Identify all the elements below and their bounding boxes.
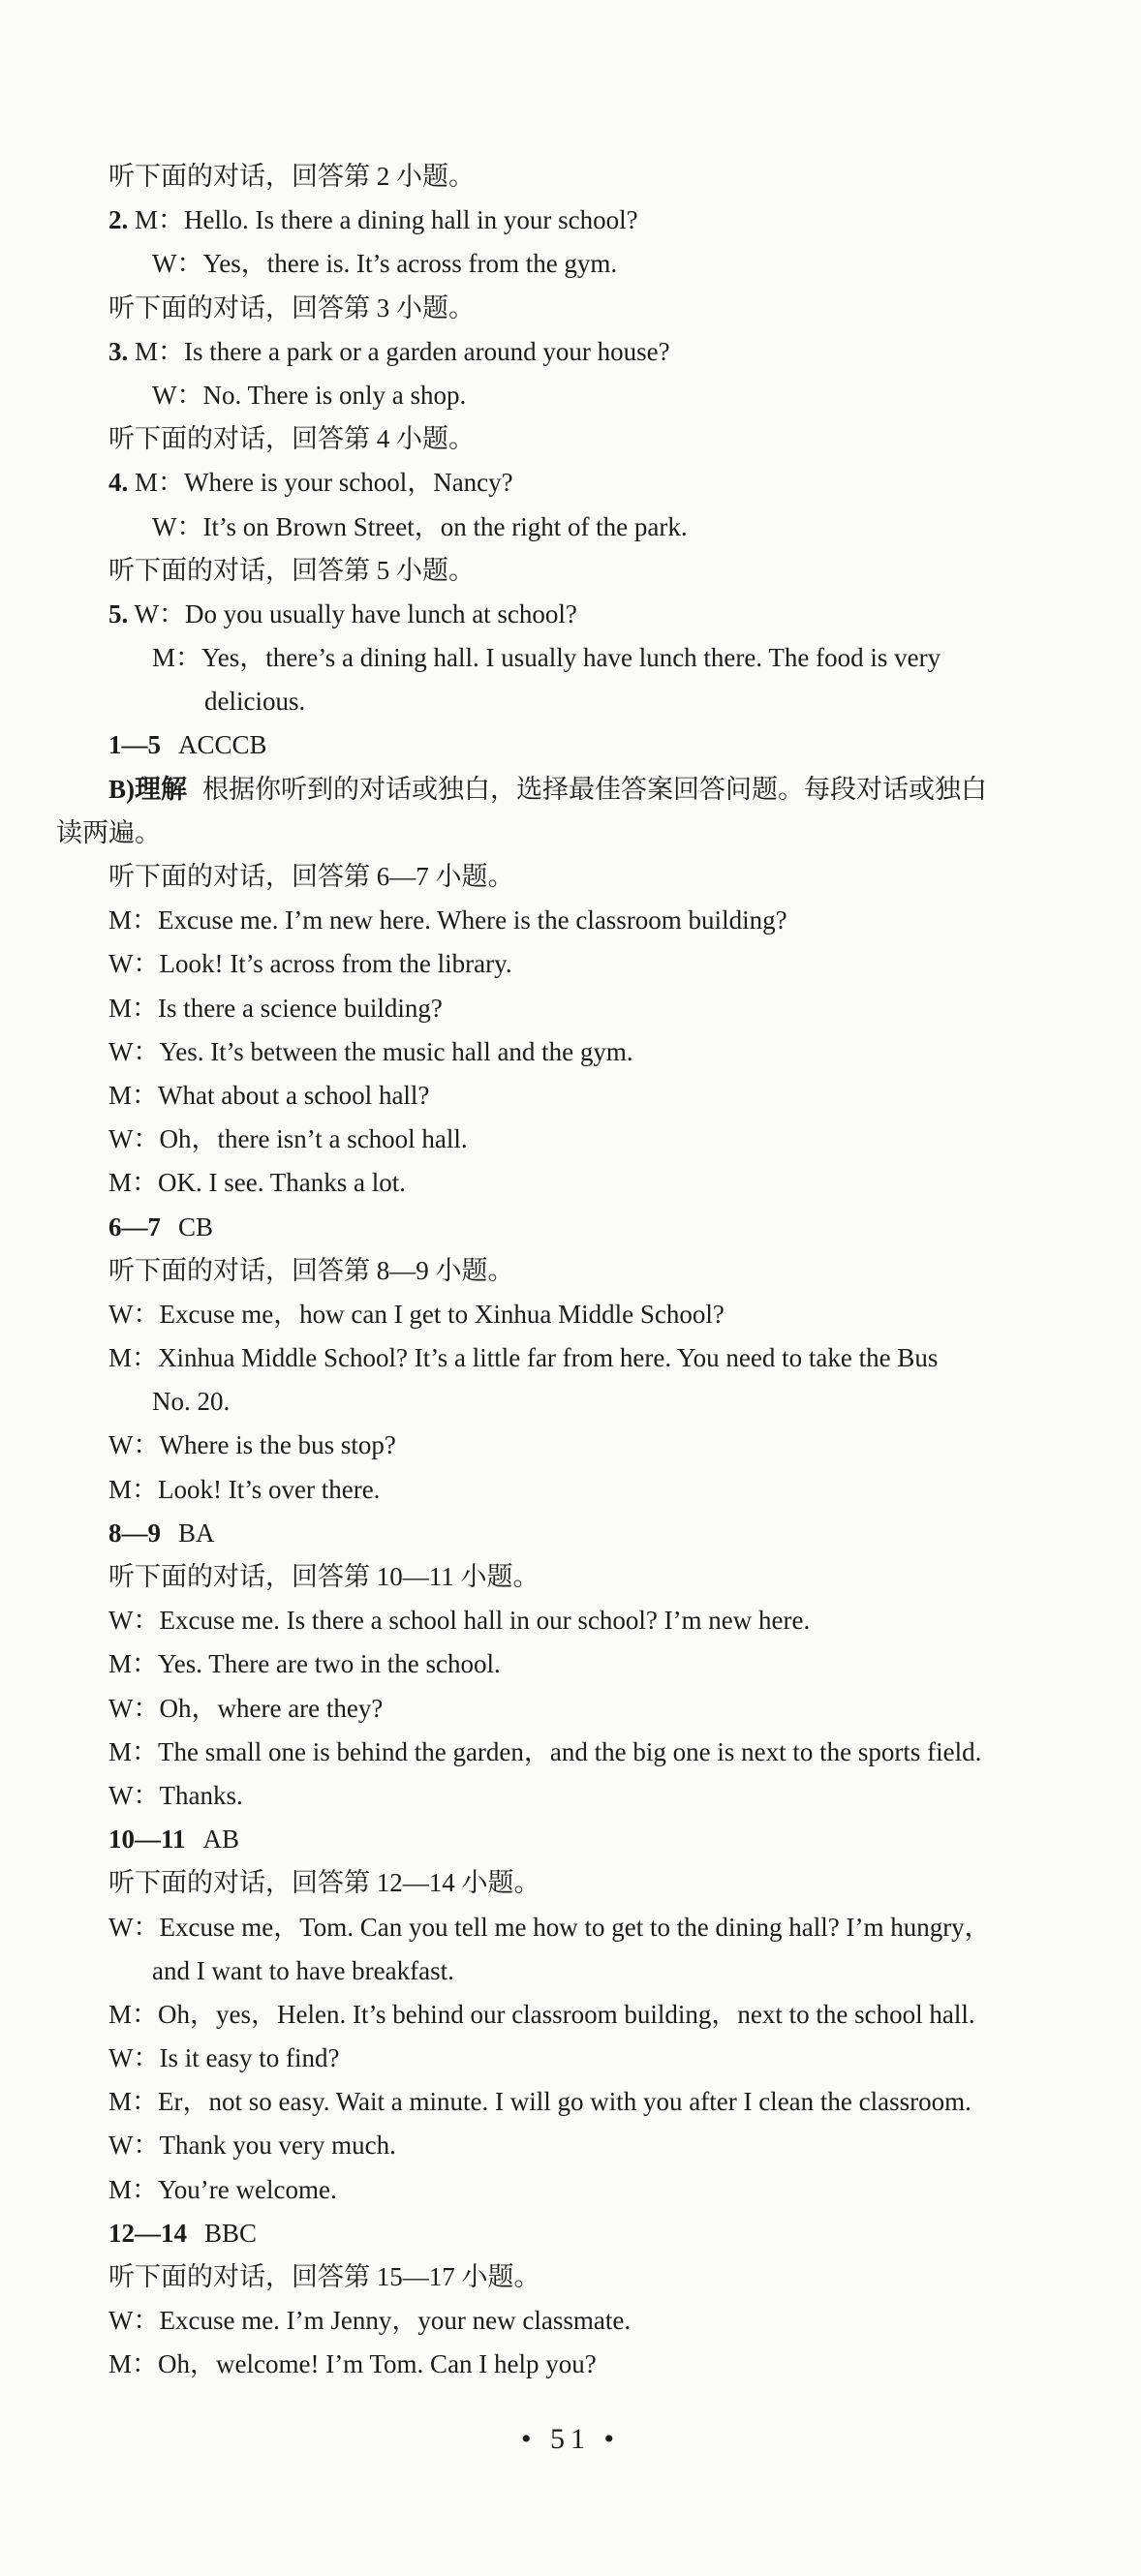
line-text: W：Yes，there is. It’s across from the gym. bbox=[152, 249, 618, 279]
answer-range: 10—11 bbox=[108, 1825, 186, 1855]
line-text: W：Is it easy to find? bbox=[108, 2043, 340, 2073]
line-text: W：Oh，where are they? bbox=[108, 1693, 384, 1723]
line-text: W：Do you usually have lunch at school? bbox=[128, 598, 577, 629]
line-text: M：Er，not so easy. Wait a minute. I will go with you after I clean the classroom. bbox=[108, 2087, 971, 2117]
line-text: No. 20. bbox=[152, 1387, 231, 1417]
line-text: 听下面的对话，回答第 3 小题。 bbox=[108, 292, 475, 322]
dialogue-continuation-line bbox=[0, 680, 1141, 723]
line-text: W：Excuse me，how can I get to Xinhua Middle School? bbox=[108, 1299, 725, 1329]
line-text: W：Look! It’s across from the library. bbox=[108, 949, 512, 979]
dialogue-line bbox=[0, 1118, 1141, 1161]
line-text: M：Xinhua Middle School? It’s a little far from here. You need to take the Bus bbox=[108, 1343, 939, 1373]
dialogue-line bbox=[0, 942, 1141, 986]
dialogue-line bbox=[0, 2080, 1141, 2124]
answer-range: 6—7 bbox=[108, 1211, 161, 1242]
dialogue-line bbox=[0, 1030, 1141, 1074]
line-text: M：Hello. Is there a dining hall in your school? bbox=[128, 205, 638, 235]
line-text: 听下面的对话，回答第 12—14 小题。 bbox=[108, 1868, 540, 1898]
line-text: 听下面的对话，回答第 8—9 小题。 bbox=[108, 1255, 514, 1285]
question-intro-line bbox=[0, 2255, 1141, 2299]
question-number: 4. bbox=[108, 468, 129, 498]
line-text: 听下面的对话，回答第 2 小题。 bbox=[108, 162, 475, 191]
dialogue-line bbox=[0, 2124, 1141, 2167]
dialogue-line bbox=[0, 1993, 1141, 2037]
dialogue-line bbox=[0, 636, 1141, 680]
line-text: M：Yes，there’s a dining hall. I usually have lunch there. The food is very bbox=[152, 643, 941, 673]
section-heading-line bbox=[0, 768, 1141, 812]
line-text: M：The small one is behind the garden，and the big one is next to the sports field. bbox=[108, 1736, 982, 1766]
question-intro-line bbox=[0, 1555, 1141, 1599]
dialogue-line bbox=[0, 1336, 1141, 1380]
dialogue-line bbox=[0, 1642, 1141, 1686]
line-text: M：OK. I see. Thanks a lot. bbox=[108, 1168, 406, 1198]
dialogue-line bbox=[0, 1074, 1141, 1118]
answer-key: CB bbox=[178, 1211, 214, 1242]
dialogue-line bbox=[0, 506, 1141, 549]
question-line bbox=[0, 593, 1141, 636]
question-intro-line bbox=[0, 1249, 1141, 1293]
dialogue-line bbox=[0, 1161, 1141, 1205]
line-text: 听下面的对话，回答第 4 小题。 bbox=[108, 424, 475, 454]
dialogue-line bbox=[0, 1731, 1141, 1774]
question-number: 3. bbox=[108, 336, 129, 366]
dialogue-line bbox=[0, 899, 1141, 942]
section-label: B)理解 bbox=[108, 774, 187, 804]
line-text: W：Thank you very much. bbox=[108, 2131, 396, 2161]
answer-text-body bbox=[0, 155, 1141, 2387]
dialogue-line bbox=[0, 2168, 1141, 2212]
answer-key: BBC bbox=[204, 2218, 258, 2248]
answer-key: AB bbox=[202, 1825, 240, 1855]
question-line bbox=[0, 199, 1141, 242]
dialogue-line bbox=[0, 2299, 1141, 2343]
dialogue-line bbox=[0, 242, 1141, 286]
question-number: 2. bbox=[108, 205, 129, 235]
dialogue-line bbox=[0, 1687, 1141, 1731]
dialogue-line bbox=[0, 374, 1141, 417]
line-text: delicious. bbox=[204, 687, 306, 717]
line-text: W：Excuse me. I’m Jenny，your new classmate. bbox=[108, 2306, 632, 2336]
line-text: 听下面的对话，回答第 5 小题。 bbox=[108, 555, 475, 585]
dialogue-line bbox=[0, 1906, 1141, 1949]
line-text: M：Yes. There are two in the school. bbox=[108, 1649, 501, 1679]
question-intro-line bbox=[0, 155, 1141, 199]
answer-line bbox=[0, 1512, 1141, 1555]
dialogue-line bbox=[0, 987, 1141, 1030]
question-number: 5. bbox=[108, 598, 129, 629]
line-text: 听下面的对话，回答第 10—11 小题。 bbox=[108, 1562, 540, 1591]
line-text: 读两遍。 bbox=[56, 817, 161, 847]
dialogue-line bbox=[0, 1468, 1141, 1512]
line-text: M：Look! It’s over there. bbox=[108, 1474, 381, 1504]
line-text: W：Yes. It’s between the music hall and the gym. bbox=[108, 1036, 633, 1066]
dialogue-line bbox=[0, 2343, 1141, 2386]
line-text: W：It’s on Brown Street，on the right of the park. bbox=[152, 511, 688, 541]
dialogue-continuation-line bbox=[0, 1949, 1141, 1993]
line-text: M：Excuse me. I’m new here. Where is the classroom building? bbox=[108, 905, 787, 935]
line-text: 听下面的对话，回答第 6—7 小题。 bbox=[108, 862, 514, 891]
answer-line bbox=[0, 1206, 1141, 1249]
line-text: M：You’re welcome. bbox=[108, 2174, 337, 2204]
answer-line bbox=[0, 2212, 1141, 2255]
answer-key: BA bbox=[178, 1518, 215, 1548]
question-intro-line bbox=[0, 417, 1141, 461]
dialogue-line bbox=[0, 2037, 1141, 2080]
line-text: 根据你听到的对话或独白，选择最佳答案回答问题。每段对话或独白 bbox=[202, 774, 987, 804]
question-intro-line bbox=[0, 287, 1141, 330]
question-intro-line bbox=[0, 855, 1141, 899]
dialogue-line bbox=[0, 1424, 1141, 1467]
line-text: W：Oh，there isn’t a school hall. bbox=[108, 1124, 468, 1154]
question-line bbox=[0, 461, 1141, 505]
line-text: M：Oh，yes，Helen. It’s behind our classroom building，next to the school hall. bbox=[108, 1999, 975, 2029]
answer-line bbox=[0, 1818, 1141, 1861]
answer-range: 1—5 bbox=[108, 730, 161, 760]
line-text: 听下面的对话，回答第 15—17 小题。 bbox=[108, 2262, 540, 2291]
section-heading-continuation bbox=[0, 812, 1141, 855]
line-text: W：Thanks. bbox=[108, 1780, 243, 1810]
line-text: W：Excuse me，Tom. Can you tell me how to get to the dining hall? I’m hungry， bbox=[108, 1912, 991, 1942]
question-intro-line bbox=[0, 1861, 1141, 1905]
question-line bbox=[0, 330, 1141, 374]
line-text: and I want to have breakfast. bbox=[152, 1955, 454, 1985]
answer-line bbox=[0, 723, 1141, 767]
answer-range: 12—14 bbox=[108, 2218, 187, 2248]
line-text: M：Oh，welcome! I’m Tom. Can I help you? bbox=[108, 2349, 597, 2379]
dialogue-continuation-line bbox=[0, 1380, 1141, 1424]
question-intro-line bbox=[0, 549, 1141, 593]
dialogue-line bbox=[0, 1774, 1141, 1818]
dialogue-line bbox=[0, 1293, 1141, 1336]
line-text: M：Is there a park or a garden around your house? bbox=[128, 336, 670, 366]
line-text: M：Where is your school，Nancy? bbox=[128, 468, 513, 498]
answer-range: 8—9 bbox=[108, 1518, 161, 1548]
line-text: W：No. There is only a shop. bbox=[152, 380, 467, 410]
line-text: M：Is there a science building? bbox=[108, 993, 443, 1023]
line-text: W：Where is the bus stop? bbox=[108, 1430, 396, 1460]
line-text: M：What about a school hall? bbox=[108, 1080, 430, 1110]
page-number: • 51 • bbox=[520, 2423, 620, 2455]
dialogue-line bbox=[0, 1599, 1141, 1642]
answer-key: ACCCB bbox=[178, 730, 267, 760]
line-text: W：Excuse me. Is there a school hall in our school? I’m new here. bbox=[108, 1606, 811, 1636]
